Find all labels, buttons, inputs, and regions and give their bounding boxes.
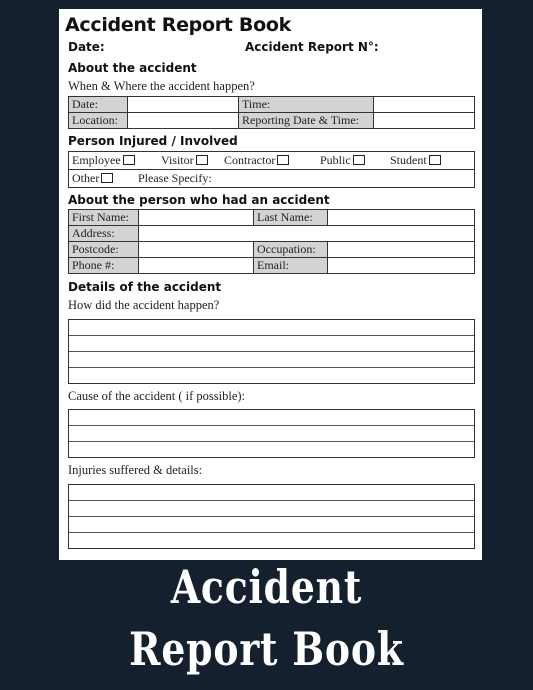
about-time-label: Time: [239, 97, 374, 113]
phone-field[interactable] [139, 258, 254, 274]
about-time-field[interactable] [374, 97, 475, 113]
answer-line [69, 335, 474, 351]
option-public-label: Public [320, 153, 351, 167]
report-number-label: Accident Report N°: [245, 40, 379, 54]
other-checkbox[interactable] [101, 173, 113, 183]
occupation-field[interactable] [328, 242, 475, 258]
first-name-field[interactable] [139, 210, 254, 226]
option-student[interactable] [390, 152, 441, 169]
option-other[interactable] [72, 170, 138, 187]
details-heading: Details of the accident [68, 280, 222, 294]
person-type-row [69, 152, 474, 169]
when-where-prompt: When & Where the accident happen? [68, 79, 255, 93]
date-label: Date: [68, 40, 105, 54]
answer-line [69, 425, 474, 441]
answer-line [69, 320, 474, 335]
address-label: Address: [69, 226, 139, 242]
reporting-field[interactable] [374, 113, 475, 129]
student-checkbox[interactable] [429, 155, 441, 165]
location-field[interactable] [128, 113, 239, 129]
about-date-field[interactable] [128, 97, 239, 113]
form-page [59, 9, 482, 560]
answer-line [69, 367, 474, 383]
option-public[interactable] [320, 152, 390, 169]
cover-title-line1: Accident [170, 560, 363, 614]
first-name-label: First Name: [69, 210, 139, 226]
email-field[interactable] [328, 258, 475, 274]
person-injured-heading: Person Injured / Involved [68, 134, 238, 148]
option-visitor-label: Visitor [161, 153, 194, 167]
person-injured-box [68, 151, 475, 188]
cover-title-line2: Report Book [129, 622, 404, 676]
option-student-label: Student [390, 153, 427, 167]
please-specify-label: Please Specify: [138, 171, 212, 185]
person-details-heading: About the person who had an accident [68, 193, 330, 207]
cause-answer-box[interactable] [68, 409, 475, 458]
phone-label: Phone #: [69, 258, 139, 274]
last-name-label: Last Name: [254, 210, 328, 226]
public-checkbox[interactable] [353, 155, 365, 165]
employee-checkbox[interactable] [123, 155, 135, 165]
option-visitor[interactable] [161, 152, 224, 169]
answer-line [69, 410, 474, 425]
answer-line [69, 351, 474, 367]
cause-prompt: Cause of the accident ( if possible): [68, 389, 246, 403]
how-prompt: How did the accident happen? [68, 298, 220, 312]
about-accident-table [68, 96, 475, 129]
option-contractor[interactable] [224, 152, 320, 169]
postcode-field[interactable] [139, 242, 254, 258]
injuries-answer-box[interactable] [68, 484, 475, 549]
email-label: Email: [254, 258, 328, 274]
about-accident-heading: About the accident [68, 61, 197, 75]
reporting-label: Reporting Date & Time: [239, 113, 374, 129]
address-field[interactable] [139, 226, 475, 242]
option-employee-label: Employee [72, 153, 121, 167]
option-other-label: Other [72, 171, 100, 185]
how-answer-box[interactable] [68, 319, 475, 384]
contractor-checkbox[interactable] [277, 155, 289, 165]
about-date-label: Date: [69, 97, 128, 113]
last-name-field[interactable] [328, 210, 475, 226]
answer-line [69, 485, 474, 500]
visitor-checkbox[interactable] [196, 155, 208, 165]
answer-line [69, 532, 474, 548]
answer-line [69, 516, 474, 532]
occupation-label: Occupation: [254, 242, 328, 258]
header-row [68, 40, 476, 56]
option-contractor-label: Contractor [224, 153, 276, 167]
answer-line [69, 500, 474, 516]
other-row [69, 169, 474, 187]
option-employee[interactable] [72, 152, 161, 169]
page-title: Accident Report Book [65, 14, 291, 36]
answer-line [69, 441, 474, 457]
location-label: Location: [69, 113, 128, 129]
postcode-label: Postcode: [69, 242, 139, 258]
injuries-prompt: Injuries suffered & details: [68, 463, 203, 477]
person-details-table [68, 209, 475, 274]
